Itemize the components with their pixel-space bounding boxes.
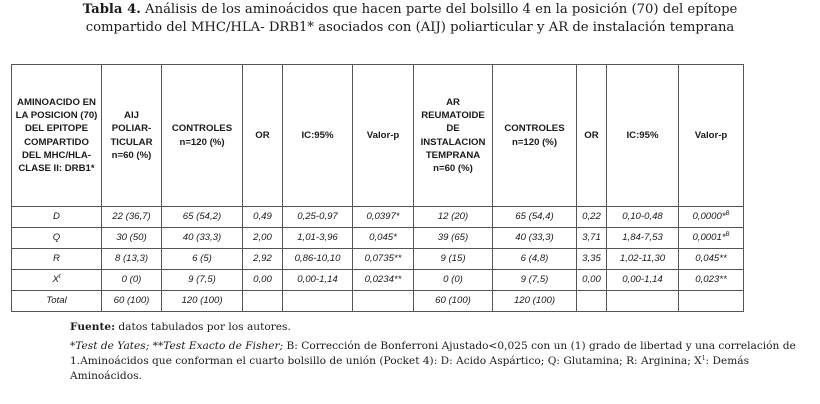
header-ic-ar: IC:95% bbox=[607, 65, 679, 207]
cell: 0,0735** bbox=[353, 249, 414, 270]
header-controles-ar: CONTROLES n=120 (%) bbox=[493, 65, 577, 207]
cell bbox=[283, 291, 353, 312]
cell-aminoacid: D bbox=[12, 207, 102, 228]
bonferroni-mark: B bbox=[725, 232, 730, 238]
caption-line-2: compartido del MHC/HLA- DRB1* asociados con (AIJ) poliarticular y AR de instalación temprana bbox=[85, 20, 735, 35]
footnote-yates: *Test de Yates; bbox=[70, 340, 150, 352]
table-row bbox=[12, 207, 808, 228]
cell: 0,00-1,14 bbox=[607, 270, 679, 291]
header-row bbox=[12, 65, 808, 207]
cell: 0,0397* bbox=[353, 207, 414, 228]
cell bbox=[679, 291, 744, 312]
cell bbox=[243, 291, 283, 312]
table-caption bbox=[0, 1, 820, 37]
header-or-aij: OR bbox=[243, 65, 283, 207]
cell: 0,86-10,10 bbox=[283, 249, 353, 270]
cell: 2,92 bbox=[243, 249, 283, 270]
header-aminoacid: AMINOACIDO EN LA POSICION (70) DEL EPITOPE COMPARTIDO DEL MHC/HLA-CLASE II: DRB1* bbox=[12, 65, 102, 207]
cell: 0,49 bbox=[243, 207, 283, 228]
cell: 1,84-7,53 bbox=[607, 228, 679, 249]
cell-aminoacid: Q bbox=[12, 228, 102, 249]
cell: 30 (50) bbox=[102, 228, 162, 249]
cell: 65 (54,2) bbox=[162, 207, 243, 228]
source-text: datos tabulados por los autores. bbox=[115, 321, 291, 333]
cell: 0,25-0,97 bbox=[283, 207, 353, 228]
cell: 40 (33,3) bbox=[493, 228, 577, 249]
cell: 9 (7,5) bbox=[493, 270, 577, 291]
cell: 3,71 bbox=[577, 228, 607, 249]
aminoacid-table bbox=[11, 64, 808, 312]
table-row bbox=[12, 270, 808, 291]
cell: 0,00 bbox=[577, 270, 607, 291]
header-valor-p-ar: Valor-p bbox=[679, 65, 744, 207]
cell: 60 (100) bbox=[102, 291, 162, 312]
header-controles-aij: CONTROLES n=120 (%) bbox=[162, 65, 243, 207]
cell: 120 (100) bbox=[162, 291, 243, 312]
cell: 0,0234** bbox=[353, 270, 414, 291]
cell: 9 (7,5) bbox=[162, 270, 243, 291]
cell: 12 (20) bbox=[414, 207, 493, 228]
cell: 6 (5) bbox=[162, 249, 243, 270]
cell: 0,00-1,14 bbox=[283, 270, 353, 291]
cell-valor-p bbox=[679, 249, 744, 270]
cell: 6 (4,8) bbox=[493, 249, 577, 270]
cell-valor-p bbox=[679, 270, 744, 291]
caption-text-1: Análisis de los aminoácidos que hacen parte del bolsillo 4 en la posición (70) del epítope bbox=[145, 2, 738, 17]
cell bbox=[607, 291, 679, 312]
cell-value: X bbox=[52, 274, 59, 285]
cell: 2,00 bbox=[243, 228, 283, 249]
footnote-end: : Demás Aminoácidos. bbox=[70, 355, 750, 382]
source-label: Fuente: bbox=[70, 321, 116, 333]
footnote-superscript: 1 bbox=[701, 355, 706, 362]
cell: 22 (36,7) bbox=[102, 207, 162, 228]
footnote-text: B: Corrección de Bonferroni Ajustado<0,025 con un (1) grado de libertad y una correlación de 1.Aminoácidos que conforman el cuarto bolsillo de unión (Pocket 4): D: Acido Aspártico; Q: Glutamina; R: Arginina; X bbox=[70, 340, 796, 367]
cell: 60 (100) bbox=[414, 291, 493, 312]
cell: 3,35 bbox=[577, 249, 607, 270]
cell: 1,02-11,30 bbox=[607, 249, 679, 270]
cell: 120 (100) bbox=[493, 291, 577, 312]
header-valor-p-aij: Valor-p bbox=[353, 65, 414, 207]
cell: 0 (0) bbox=[414, 270, 493, 291]
cell-value: 0,0001* bbox=[692, 232, 726, 243]
cell: 0 (0) bbox=[102, 270, 162, 291]
cell-valor-p bbox=[679, 207, 744, 228]
table-row bbox=[12, 249, 808, 270]
cell-value: 0,023** bbox=[695, 274, 727, 285]
cell: 65 (54,4) bbox=[493, 207, 577, 228]
caption-label: Tabla 4. bbox=[82, 2, 141, 17]
cell-aminoacid bbox=[12, 270, 102, 291]
header-ar: AR REUMATOIDE DE INSTALACION TEMPRANA n=60 (%) bbox=[414, 65, 493, 207]
table-row bbox=[12, 228, 808, 249]
cell: 39 (65) bbox=[414, 228, 493, 249]
footnote-fisher: **Test Exacto de Fisher; bbox=[149, 340, 284, 352]
footnote bbox=[70, 339, 800, 384]
cell: 0,00 bbox=[243, 270, 283, 291]
source-note bbox=[70, 320, 800, 335]
cell: 9 (15) bbox=[414, 249, 493, 270]
cell-aminoacid: R bbox=[12, 249, 102, 270]
cell bbox=[353, 291, 414, 312]
header-or-ar: OR bbox=[577, 65, 607, 207]
cell: 0,10-0,48 bbox=[607, 207, 679, 228]
cell-value: 0,045** bbox=[695, 253, 727, 264]
bonferroni-mark: B bbox=[725, 211, 730, 217]
cell-valor-p bbox=[679, 228, 744, 249]
cell bbox=[577, 291, 607, 312]
table-row-total bbox=[12, 291, 808, 312]
cell-aminoacid: Total bbox=[12, 291, 102, 312]
superscript-mark: t bbox=[58, 274, 61, 280]
header-ic-aij: IC:95% bbox=[283, 65, 353, 207]
caption-line-1 bbox=[0, 1, 820, 19]
cell: 1,01-3,96 bbox=[283, 228, 353, 249]
cell: 0,045* bbox=[353, 228, 414, 249]
table-notes bbox=[70, 320, 800, 384]
cell-value: 0,0000* bbox=[692, 211, 726, 222]
header-aij: AIJ POLIAR-TICULAR n=60 (%) bbox=[102, 65, 162, 207]
cell: 8 (13,3) bbox=[102, 249, 162, 270]
cell: 0,22 bbox=[577, 207, 607, 228]
cell: 40 (33,3) bbox=[162, 228, 243, 249]
